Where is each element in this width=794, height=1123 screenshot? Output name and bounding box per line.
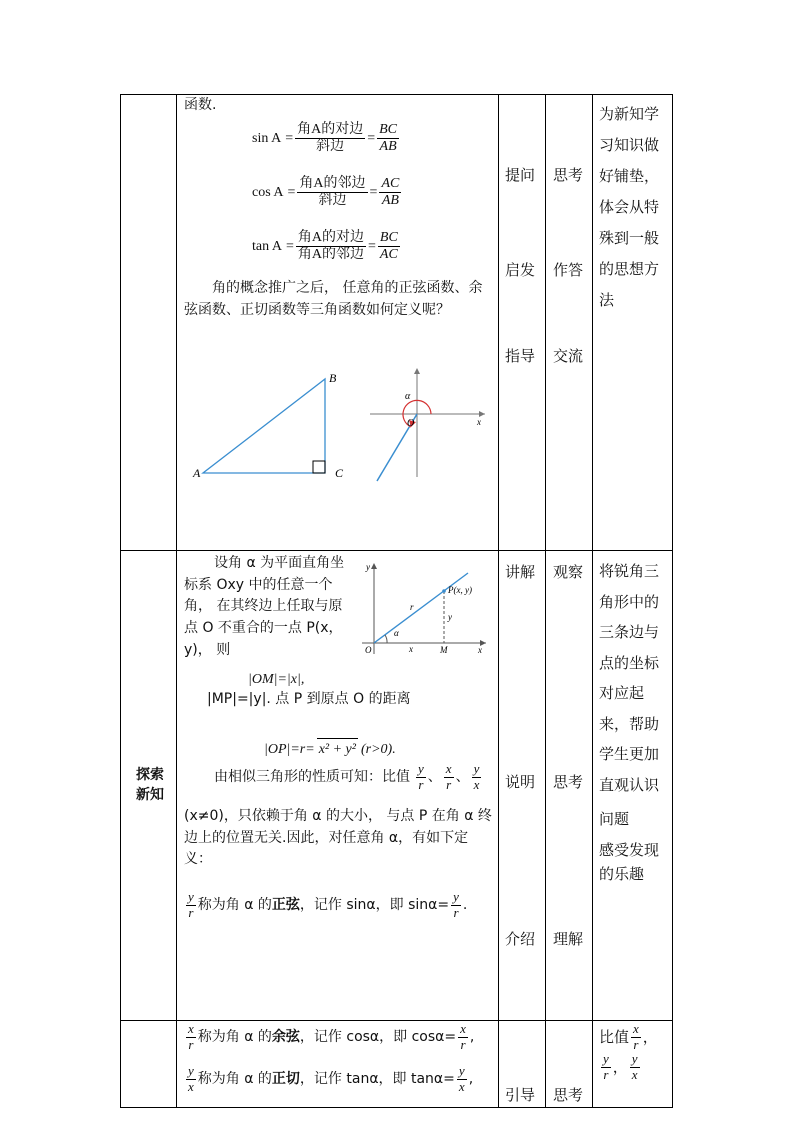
row-divider-1 [120, 550, 673, 551]
col-border-2 [498, 94, 499, 1107]
para-1: 设角 α 为平面直角坐标系 Oxy 中的任意一个角， 在其终边上任取与原点 O 不重合的一点 P(x，y)， 则 [184, 555, 345, 658]
unit-point-graph [352, 558, 492, 658]
label-alpha2: α [394, 628, 399, 638]
tan-label: tan A [252, 238, 282, 254]
ratio2-den: r [446, 776, 452, 792]
row-divider-2 [120, 1020, 673, 1021]
op-tail: (r>0). [360, 741, 396, 757]
design-intent-2c: 感受发现的乐趣 [599, 841, 660, 883]
angle-axes-figure [365, 365, 490, 490]
sindef-den: r [188, 904, 194, 920]
label-A: A [193, 466, 201, 480]
tandef-den: x [188, 1078, 194, 1094]
mp-eq: |MP|=|y|. 点 P 到原点 O 的距离 [207, 691, 411, 707]
cos-den2: AB [381, 193, 399, 209]
intent3-pre: 比值 [599, 1027, 630, 1046]
cosdef-pre: 称为角 α 的 [197, 1028, 272, 1045]
label-x-seg: x [409, 644, 413, 654]
col-border-0 [120, 94, 121, 1107]
student-act-4: 观察 [553, 563, 584, 581]
tandef-num: y [188, 1063, 194, 1078]
cos-num2: AC [379, 176, 401, 193]
sin-num: 角A的对边 [295, 122, 365, 139]
cosdef-den2: r [460, 1036, 466, 1052]
label-r: r [410, 602, 414, 612]
question-text: 角的概念推广之后， 任意角的正弦函数、余弦函数、正切函数等三角函数如何定义呢？ [184, 280, 483, 318]
sin-definition: $\frac{y}{r}$ 称为角 α 的 正弦 ，记作 sinα，即 sinα= $\frac{y}{r}$ . [188, 889, 468, 920]
sindef-post: ，记作 sinα，即 sinα= [299, 896, 450, 913]
student-act-1: 思考 [553, 166, 584, 184]
intent3-num3: y [631, 1051, 638, 1066]
sin-den2: AB [379, 139, 397, 155]
student-act-7: 思考 [553, 1086, 584, 1104]
cosdef-num: x [188, 1021, 194, 1036]
teacher-act-2: 启发 [505, 261, 536, 279]
design-intent-3b: $\frac{y}{r}$ ， $\frac{y}{x}$ [603, 1051, 638, 1082]
teacher-act-6: 介绍 [505, 930, 536, 948]
sin-label: sin A [252, 130, 282, 146]
teacher-act-1: 提问 [505, 166, 536, 184]
cosdef-num2: x [460, 1021, 466, 1036]
sindef-num: y [188, 889, 194, 904]
tan-num: 角A的对边 [296, 230, 366, 247]
label-y-axis: y [366, 562, 370, 572]
ratio-intro: 由相似三角形的性质可知：比值 [214, 768, 410, 785]
tandef-pre: 称为角 α 的 [197, 1070, 272, 1087]
student-act-3: 交流 [553, 347, 584, 365]
op-lhs: |OP|=r= [264, 741, 315, 757]
col-border-5 [672, 94, 673, 1107]
teacher-act-4: 讲解 [505, 563, 536, 581]
label-y-seg: y [448, 612, 452, 622]
label-B: B [329, 371, 337, 385]
student-act-2: 作答 [553, 261, 584, 279]
intent3-num1: x [633, 1021, 639, 1036]
col-border-4 [592, 94, 593, 1107]
label-C: C [335, 466, 344, 480]
design-intent-1: 为新知学习知识做好铺垫，体会从特殊到一般的思想方法 [599, 105, 660, 309]
tan-num2: BC [378, 230, 400, 247]
col-border-1 [176, 94, 177, 1107]
intro-text: 函数. [184, 97, 217, 113]
col-border-3 [545, 94, 546, 1107]
design-intent-2: 将锐角三角形中的三条边与点的坐标对应起来，帮助学生更加直观认识 [599, 562, 660, 794]
tandef-den2: x [458, 1078, 465, 1094]
sindef-num2: y [453, 889, 459, 904]
student-act-6: 理解 [553, 930, 584, 948]
para-2: (x≠0)，只依赖于角 α 的大小， 与点 P 在角 α 终边上的位置无关.因此，对任意角 α，有如下定义： [184, 808, 492, 868]
tan-definition: $\frac{y}{x}$ 称为角 α 的 正切 ，记作 tanα，即 tanα= $\frac{y}{x}$ , [188, 1063, 474, 1094]
cos-definition: $\frac{x}{r}$ 称为角 α 的 余弦 ，记作 cosα，即 cosα= $\frac{x}{r}$ , [188, 1021, 475, 1052]
cosdef-post: ，记作 cosα，即 cosα= [299, 1028, 457, 1045]
ratio3-den: x [473, 776, 480, 792]
student-act-5: 思考 [553, 773, 584, 791]
sindef-den2: r [453, 904, 459, 920]
design-intent-2b: 问题 [599, 810, 630, 828]
sin-formula: sin A = $\frac{\text{角A的对边}}{\text{斜边}}$ = $\frac{BC}{AB}$ [252, 122, 398, 155]
table-bottom-border [120, 1107, 673, 1108]
teacher-act-3: 指导 [505, 347, 536, 365]
sqrt-expr: x² + y² [317, 738, 358, 761]
label-x: x [477, 417, 481, 427]
tan-formula: tan A = $\frac{\text{角A的对边}}{\text{角A的邻边}}$ = $\frac{BC}{AC}$ [252, 230, 398, 263]
intent3-den1: r [633, 1036, 639, 1052]
ratio2-num: x [445, 761, 452, 776]
tandef-num2: y [458, 1063, 465, 1078]
sindef-pre: 称为角 α 的 [197, 896, 272, 913]
sin-den: 斜边 [316, 139, 345, 155]
label-x-axis: x [478, 645, 482, 655]
label-M: M [440, 645, 448, 655]
section-label-line2: 新知 [136, 787, 164, 803]
design-intent-3: 比值 $\frac{x}{r}$ ， [599, 1021, 658, 1052]
label-P: P(x, y) [448, 585, 472, 595]
teacher-act-5: 说明 [505, 773, 536, 791]
cos-formula: cos A = $\frac{\text{角A的邻边}}{\text{斜边}}$ = $\frac{AC}{AB}$ [252, 176, 400, 209]
om-eq: |OM|=|x|, [248, 672, 305, 687]
teacher-act-7: 引导 [505, 1086, 536, 1104]
sindef-bold: 正弦 [271, 896, 300, 913]
cosdef-den: r [188, 1036, 194, 1052]
cosdef-bold: 余弦 [271, 1028, 300, 1045]
label-alpha: α [405, 391, 411, 402]
ratio3-num: y [473, 761, 480, 776]
cos-label: cos A [252, 184, 284, 200]
right-triangle-figure [185, 365, 355, 485]
tandef-bold: 正切 [271, 1070, 300, 1087]
ratio1-num: y [418, 761, 424, 776]
tan-den: 角A的邻边 [297, 247, 364, 263]
op-eq [264, 738, 396, 761]
intent3-den3: x [631, 1066, 638, 1082]
ratio1-den: r [418, 776, 424, 792]
tandef-post: ，记作 tanα，即 tanα= [299, 1070, 455, 1087]
intent3-num2: y [603, 1051, 609, 1066]
cos-den: 斜边 [318, 193, 347, 209]
label-O: O [407, 418, 415, 429]
ratio-line: 由相似三角形的性质可知：比值 $\frac{y}{r}$ 、 $\frac{x}{r}$ 、 $\frac{y}{x}$ [214, 761, 480, 792]
cos-num: 角A的邻边 [297, 176, 367, 193]
tan-den2: AC [379, 247, 398, 263]
label-O2: O [365, 645, 372, 655]
intent3-den2: r [603, 1066, 609, 1082]
section-label-line1: 探索 [136, 767, 164, 783]
sin-num2: BC [377, 122, 399, 139]
section-label [128, 765, 172, 805]
